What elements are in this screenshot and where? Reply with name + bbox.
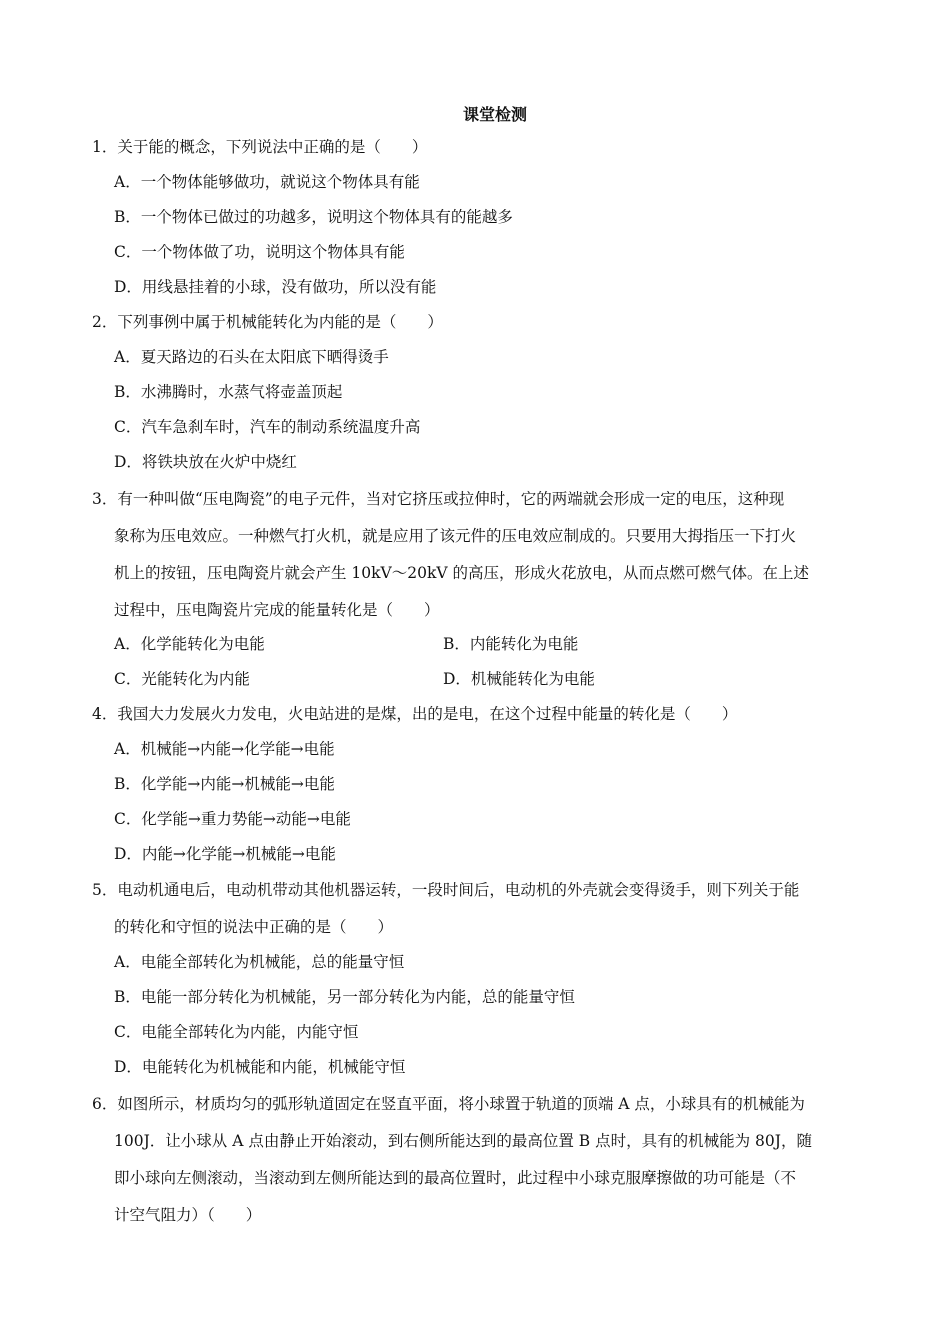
- question-3-option-c: C．光能转化为内能: [114, 670, 250, 688]
- question-5-option-c: C．电能全部转化为内能，内能守恒: [114, 1023, 359, 1041]
- question-5-stem-line-2: 的转化和守恒的说法中正确的是（ ）: [114, 918, 394, 936]
- question-5-option-a: A．电能全部转化为机械能，总的能量守恒: [114, 953, 405, 971]
- question-4-option-c: C．化学能→重力势能→动能→电能: [114, 810, 351, 828]
- question-3-stem-line-2: 象称为压电效应。一种燃气打火机，就是应用了该元件的压电效应制成的。只要用大拇指压一下打火: [114, 527, 797, 545]
- page-title: 课堂检测: [462, 105, 527, 124]
- question-4-option-a: A．机械能→内能→化学能→电能: [114, 740, 335, 758]
- question-1-stem: 1．关于能的概念，下列说法中正确的是（ ）: [92, 138, 428, 156]
- question-3-option-a: A．化学能转化为电能: [114, 635, 265, 653]
- question-5-option-b: B．电能一部分转化为机械能，另一部分转化为内能，总的能量守恒: [114, 988, 575, 1006]
- question-4-option-b: B．化学能→内能→机械能→电能: [114, 775, 335, 793]
- question-4-stem: 4．我国大力发展火力发电，火电站进的是煤，出的是电，在这个过程中能量的转化是（ ）: [92, 705, 738, 723]
- question-2-option-d: D．将铁块放在火炉中烧红: [114, 453, 297, 471]
- question-1-option-b: B．一个物体已做过的功越多，说明这个物体具有的能越多: [114, 208, 513, 226]
- question-2-stem: 2．下列事例中属于机械能转化为内能的是（ ）: [92, 313, 443, 331]
- question-3-option-b: B．内能转化为电能: [443, 635, 579, 653]
- question-1-option-c: C．一个物体做了功，说明这个物体具有能: [114, 243, 405, 261]
- question-6-stem-line-3: 即小球向左侧滚动，当滚动到左侧所能达到的最高位置时，此过程中小球克服摩擦做的功可能是（不: [114, 1169, 797, 1187]
- question-2-option-c: C．汽车急刹车时，汽车的制动系统温度升高: [114, 418, 421, 436]
- question-1-option-a: A．一个物体能够做功，就说这个物体具有能: [114, 173, 420, 191]
- question-3-option-d: D．机械能转化为电能: [443, 670, 595, 688]
- question-5-option-d: D．电能转化为机械能和内能，机械能守恒: [114, 1058, 406, 1076]
- question-3-stem-line-1: 3．有一种叫做“压电陶瓷”的电子元件，当对它挤压或拉伸时，它的两端就会形成一定的电压，这种现: [92, 490, 785, 508]
- question-1-option-d: D．用线悬挂着的小球，没有做功，所以没有能: [114, 278, 437, 296]
- question-6-stem-line-1: 6．如图所示，材质均匀的弧形轨道固定在竖直平面，将小球置于轨道的顶端 A 点，小球具有的机械能为: [92, 1095, 805, 1113]
- question-5-stem-line-1: 5．电动机通电后，电动机带动其他机器运转，一段时间后，电动机的外壳就会变得烫手，则下列关于能: [92, 881, 800, 899]
- question-4-option-d: D．内能→化学能→机械能→电能: [114, 845, 336, 863]
- question-2-option-a: A．夏天路边的石头在太阳底下晒得烫手: [114, 348, 389, 366]
- question-3-stem-line-4: 过程中，压电陶瓷片完成的能量转化是（ ）: [114, 601, 440, 619]
- question-6-stem-line-4: 计空气阻力）（ ）: [114, 1206, 262, 1224]
- question-2-option-b: B．水沸腾时，水蒸气将壶盖顶起: [114, 383, 343, 401]
- question-6-stem-line-2: 100J．让小球从 A 点由静止开始滚动，到右侧所能达到的最高位置 B 点时，具有的机械能为 80J，随: [114, 1132, 812, 1150]
- question-3-stem-line-3: 机上的按钮，压电陶瓷片就会产生 10kV～20kV 的高压，形成火花放电，从而点燃可燃气体。在上述: [114, 564, 809, 582]
